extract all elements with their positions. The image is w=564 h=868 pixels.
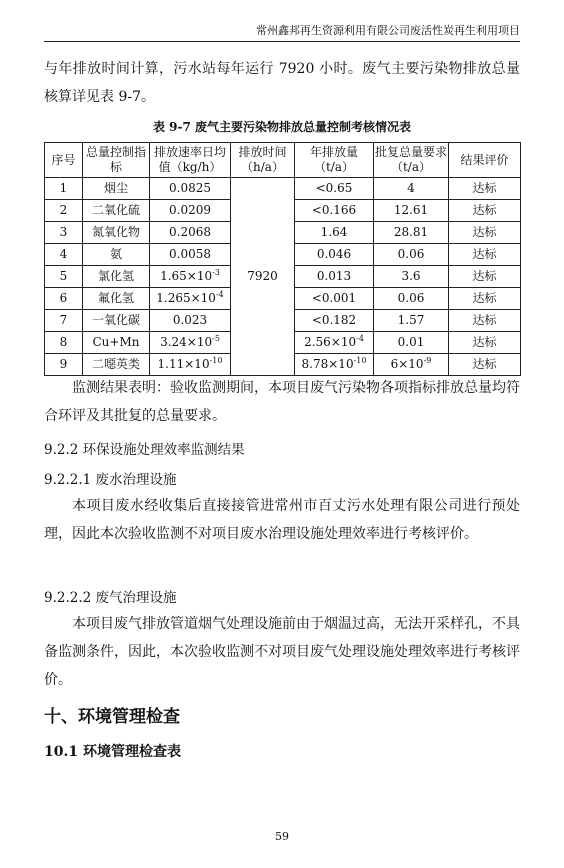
row-number-value: 9 <box>59 357 68 371</box>
row-number <box>45 288 83 310</box>
approved-total-value: 28.81 <box>393 225 429 239</box>
row-number-value: 4 <box>59 247 68 261</box>
row-number-value: 5 <box>59 269 68 283</box>
row-number-value: 2 <box>59 203 68 217</box>
evaluation-result <box>449 354 521 376</box>
header-cell: 总量控制指标 <box>83 143 150 178</box>
annual-emission-value: <0.001 <box>311 291 357 305</box>
indicator <box>83 222 150 244</box>
emission-rate <box>150 332 231 354</box>
header-cell: 排放时间（h/a） <box>231 143 295 178</box>
subchapter-heading: 10.1 环境管理检查表 <box>44 744 181 760</box>
annual-emission <box>295 200 374 222</box>
header-cell: 排放速率日均值（kg/h） <box>150 143 231 178</box>
evaluation-result <box>449 266 521 288</box>
row-number <box>45 200 83 222</box>
emission-rate-value: 1.11×10 <box>157 357 210 371</box>
annual-emission <box>295 178 374 200</box>
evaluation-result <box>449 332 521 354</box>
annual-emission <box>295 266 374 288</box>
approved-total-value: 0.06 <box>397 247 425 261</box>
approved-total-value: 0.01 <box>397 335 425 349</box>
emission-rate-value: 0.023 <box>172 313 208 327</box>
chapter-heading: 十、环境管理检查 <box>44 707 180 727</box>
waste-gas-paragraph: 本项目废气排放管道烟气处理设施前由于烟温过高，无法开采样孔，不具备监测条件，因此，本次验收监测不对项目废气处理设施处理效率进行考核评价。 <box>44 616 520 688</box>
section-heading-9221: 9.2.2.1 废水治理设施 <box>44 472 177 488</box>
row-number <box>45 222 83 244</box>
approved-total <box>374 244 449 266</box>
emission-rate-value: 0.0209 <box>169 203 211 217</box>
annual-emission-value: <0.182 <box>311 313 357 327</box>
approved-total <box>374 200 449 222</box>
emission-rate-exponent: -10 <box>209 356 223 365</box>
evaluation-result <box>449 200 521 222</box>
emission-rate-value: 1.65×10 <box>160 269 213 283</box>
indicator-value: 氟化氢 <box>97 291 134 305</box>
evaluation-result-value: 达标 <box>472 291 497 305</box>
emission-rate <box>150 354 231 376</box>
running-header: 常州鑫邦再生资源利用有限公司废活性炭再生利用项目 <box>44 22 520 42</box>
header-cell: 序号 <box>45 143 83 178</box>
annual-emission-value: 0.046 <box>316 247 352 261</box>
evaluation-result-value: 达标 <box>472 247 497 261</box>
emission-rate <box>150 222 231 244</box>
annual-emission <box>295 244 374 266</box>
indicator <box>83 244 150 266</box>
evaluation-result-value: 达标 <box>472 269 497 283</box>
approved-total-value: 0.06 <box>397 291 425 305</box>
emission-rate-value: 0.0825 <box>169 181 211 195</box>
emission-rate-exponent: -3 <box>212 268 220 277</box>
section-heading-922: 9.2.2 环保设施处理效率监测结果 <box>44 442 245 458</box>
annual-emission <box>295 288 374 310</box>
evaluation-result <box>449 310 521 332</box>
evaluation-result <box>449 222 521 244</box>
annual-emission-value: 8.78×10 <box>301 357 354 371</box>
indicator-value: 氨 <box>109 247 122 261</box>
row-number-value: 1 <box>59 181 68 195</box>
approved-total-exponent: -9 <box>423 356 432 365</box>
evaluation-result-value: 达标 <box>472 181 497 195</box>
annual-emission <box>295 310 374 332</box>
approved-total <box>374 288 449 310</box>
evaluation-result-value: 达标 <box>472 225 497 239</box>
approved-total-value: 3.6 <box>401 269 421 283</box>
row-number <box>45 178 83 200</box>
indicator-value: Cu+Mn <box>92 335 140 349</box>
header-cell: 年排放量（t/a） <box>295 143 374 178</box>
indicator <box>83 266 150 288</box>
indicator-value: 氯化氢 <box>97 269 134 283</box>
evaluation-result-value: 达标 <box>472 313 497 327</box>
emission-rate <box>150 244 231 266</box>
evaluation-result <box>449 288 521 310</box>
emission-rate <box>150 266 231 288</box>
table-header-row <box>45 143 521 178</box>
approved-total-value: 6×10 <box>390 357 424 371</box>
annual-emission-value: 2.56×10 <box>304 335 357 349</box>
emission-rate <box>150 288 231 310</box>
indicator-value: 烟尘 <box>103 181 128 195</box>
indicator <box>83 178 150 200</box>
annual-emission-value: <0.65 <box>315 181 353 195</box>
annual-emission-value: 1.64 <box>320 225 348 239</box>
wastewater-paragraph: 本项目废水经收集后直接接管进常州市百丈污水处理有限公司进行预处理，因此本次验收监测不对项目废水治理设施处理效率进行考核评价。 <box>44 498 520 542</box>
row-number-value: 6 <box>59 291 68 305</box>
annual-emission-exponent: -4 <box>356 334 364 343</box>
indicator-value: 氮氧化物 <box>91 225 140 239</box>
emission-rate-value: 3.24×10 <box>160 335 213 349</box>
row-number-value: 7 <box>59 313 68 327</box>
evaluation-result <box>449 244 521 266</box>
indicator <box>83 310 150 332</box>
approved-total <box>374 310 449 332</box>
row-number-value: 8 <box>59 335 68 349</box>
approved-total <box>374 332 449 354</box>
emission-rate-exponent: -5 <box>212 334 220 343</box>
annual-emission <box>295 332 374 354</box>
evaluation-result-value: 达标 <box>472 357 497 371</box>
approved-total-value: 1.57 <box>397 313 425 327</box>
evaluation-result <box>449 178 521 200</box>
approved-total <box>374 266 449 288</box>
indicator <box>83 332 150 354</box>
annual-emission-exponent: -10 <box>353 356 367 365</box>
header-cell: 批复总量要求（t/a） <box>374 143 449 178</box>
evaluation-result-value: 达标 <box>472 203 497 217</box>
annual-emission <box>295 354 374 376</box>
row-number <box>45 266 83 288</box>
evaluation-result-value: 达标 <box>472 335 497 349</box>
indicator-value: 一氧化碳 <box>91 313 140 327</box>
approved-total <box>374 354 449 376</box>
annual-emission-value: 0.013 <box>316 269 352 283</box>
emission-rate-value: 0.2068 <box>169 225 211 239</box>
emission-rate <box>150 200 231 222</box>
page-number: 59 <box>275 830 289 843</box>
annual-emission <box>295 222 374 244</box>
header-cell: 结果评价 <box>449 143 521 178</box>
row-number <box>45 332 83 354</box>
emission-rate <box>150 310 231 332</box>
approved-total <box>374 222 449 244</box>
row-number <box>45 244 83 266</box>
indicator-value: 二噁英类 <box>91 357 140 371</box>
emission-rate-exponent: -4 <box>215 290 224 299</box>
conclusion-paragraph: 监测结果表明：验收监测期间，本项目废气污染物各项指标排放总量均符合环评及其批复的总量要求。 <box>44 380 520 424</box>
row-number <box>45 354 83 376</box>
table-row <box>45 178 521 200</box>
approved-total-value: 12.61 <box>393 203 429 217</box>
row-number-value: 3 <box>59 225 68 239</box>
section-heading-9222: 9.2.2.2 废气治理设施 <box>44 590 177 606</box>
emission-hours: 7920 <box>231 178 295 376</box>
emission-rate-value: 1.265×10 <box>156 291 216 305</box>
approved-total <box>374 178 449 200</box>
annual-emission-value: <0.166 <box>311 203 357 217</box>
intro-paragraph: 与年排放时间计算，污水站每年运行 7920 小时。废气主要污染物排放总量核算详见表 9-7。 <box>44 61 520 105</box>
emission-rate <box>150 178 231 200</box>
row-number <box>45 310 83 332</box>
indicator-value: 二氧化硫 <box>91 203 140 217</box>
approved-total-value: 4 <box>407 181 415 195</box>
emission-rate-value: 0.0058 <box>169 247 211 261</box>
indicator <box>83 354 150 376</box>
indicator <box>83 288 150 310</box>
table-caption: 表 9-7 废气主要污染物排放总量控制考核情况表 <box>152 120 412 134</box>
indicator <box>83 200 150 222</box>
emission-total-table <box>44 142 521 376</box>
